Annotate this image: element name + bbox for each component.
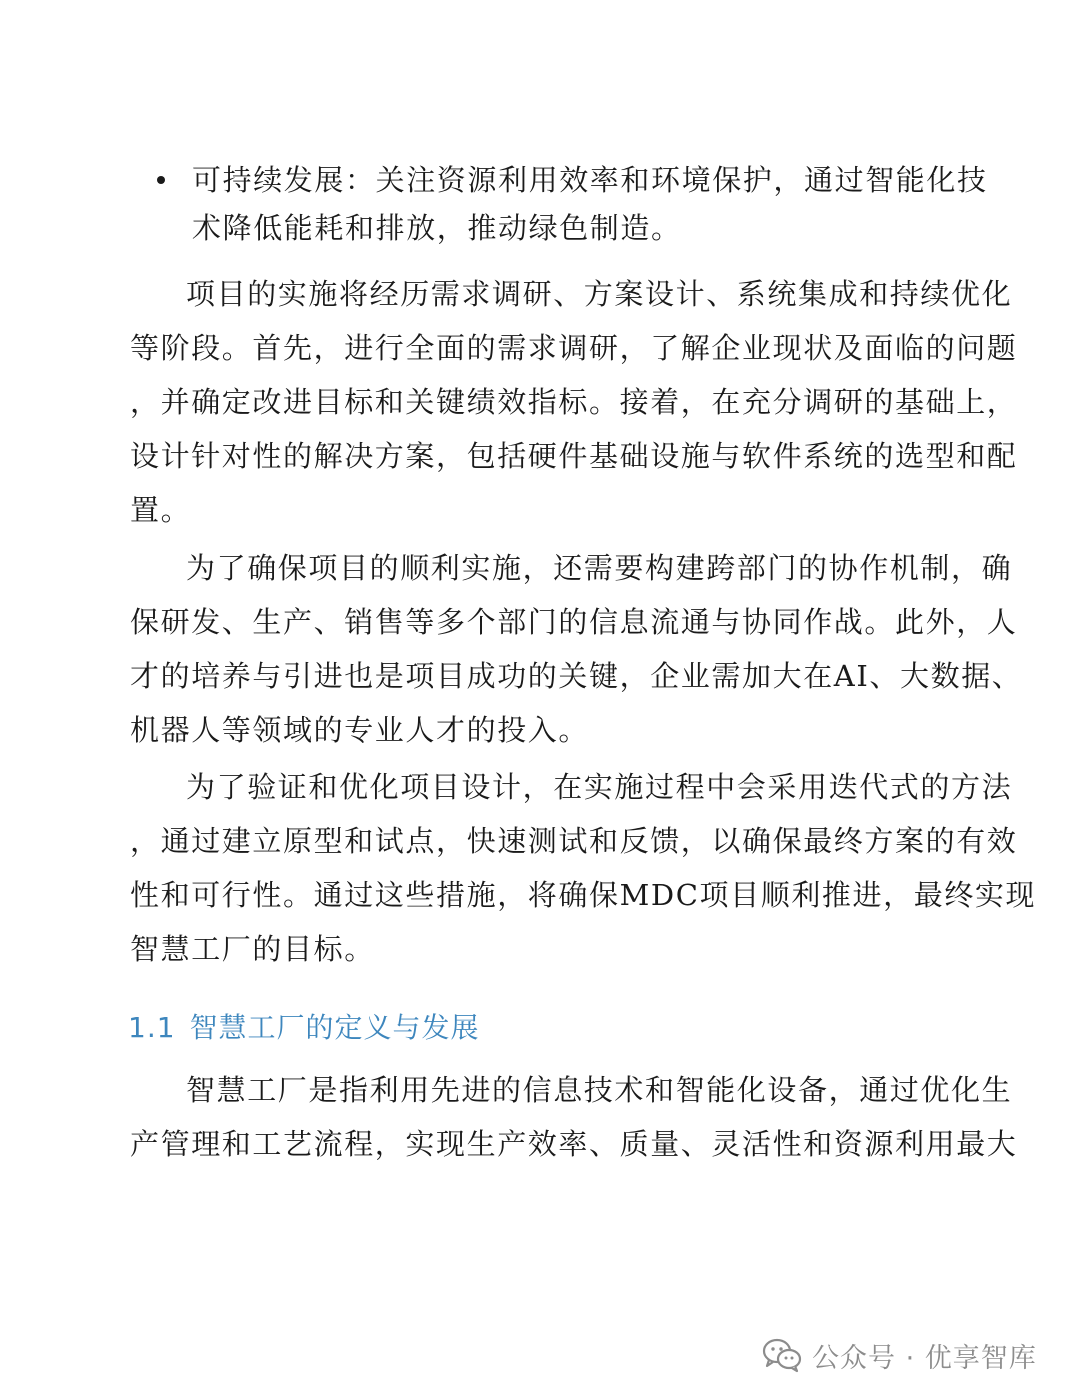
paragraph-line: 才的培养与引进也是项目成功的关键，企业需加大在AI、大数据、 [130, 659, 1023, 693]
wechat-icon [762, 1337, 802, 1373]
watermark-text: 公众号 · 优享智库 [812, 1342, 1037, 1374]
paragraph-line: 置。 [130, 493, 192, 527]
bullet-text-line-1: 可持续发展：关注资源利用效率和环境保护，通过智能化技 [192, 163, 988, 197]
paragraph-line: ，通过建立原型和试点，快速测试和反馈，以确保最终方案的有效 [130, 824, 1018, 858]
section-number: 1.1 [128, 1011, 176, 1044]
section-title: 智慧工厂的定义与发展 [189, 1011, 480, 1044]
paragraph-line: 产管理和工艺流程，实现生产效率、质量、灵活性和资源利用最大 [130, 1127, 1018, 1161]
bullet-dot-icon [157, 176, 165, 184]
paragraph-line: 保研发、生产、销售等多个部门的信息流通与协同作战。此外，人 [130, 605, 1018, 639]
paragraph-line: 为了验证和优化项目设计，在实施过程中会采用迭代式的方法 [186, 770, 1013, 804]
paragraph-line: 项目的实施将经历需求调研、方案设计、系统集成和持续优化 [186, 277, 1013, 311]
paragraph-line: 机器人等领域的专业人才的投入。 [130, 713, 590, 747]
wechat-watermark [762, 1334, 1037, 1376]
paragraph-line: 智慧工厂是指利用先进的信息技术和智能化设备，通过优化生 [186, 1073, 1013, 1107]
paragraph-line: ，并确定改进目标和关键绩效指标。接着，在充分调研的基础上， [130, 385, 1018, 419]
paragraph-line: 为了确保项目的顺利实施，还需要构建跨部门的协作机制，确 [186, 551, 1013, 585]
bullet-text-line-2: 术降低能耗和排放，推动绿色制造。 [192, 211, 682, 245]
paragraph-line: 智慧工厂的目标。 [130, 932, 375, 966]
paragraph-line: 设计针对性的解决方案，包括硬件基础设施与软件系统的选型和配 [130, 439, 1018, 473]
paragraph-line: 性和可行性。通过这些措施，将确保MDC项目顺利推进，最终实现 [130, 878, 1037, 912]
paragraph-line: 等阶段。首先，进行全面的需求调研，了解企业现状及面临的问题 [130, 331, 1018, 365]
section-heading [128, 1008, 480, 1048]
